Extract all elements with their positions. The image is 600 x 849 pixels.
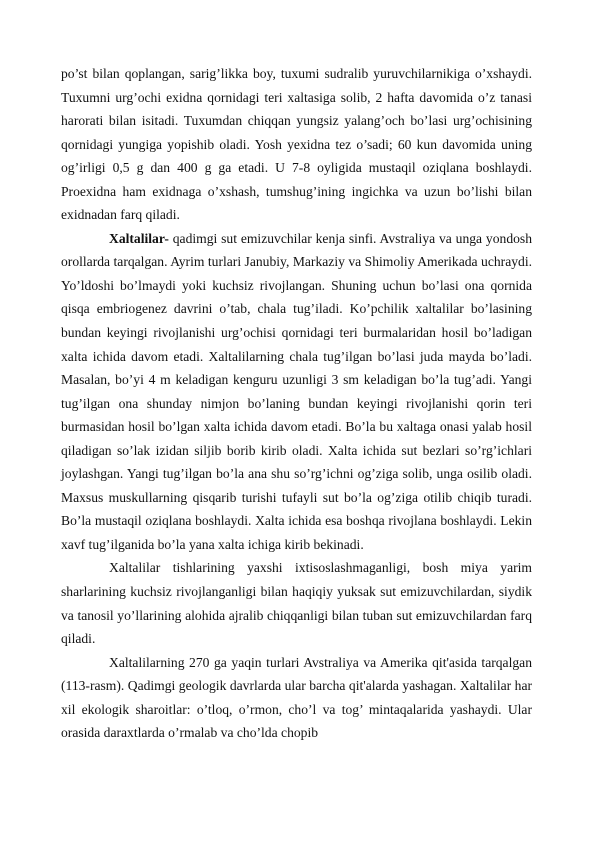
document-page <box>61 62 532 745</box>
term-heading: Xaltalilar- <box>109 230 169 246</box>
paragraph-marsupials-intro <box>61 227 532 557</box>
paragraph-marsupials-distribution: Xaltalilarning 270 ga yaqin turlari Avstraliya va Amerika qit'asida tarqalgan (113-rasm). Qadimgi geologik davrlarda ular barcha qit'alarda yashagan. Xaltalilar har xil ekologik sharoitlar: o’tloq, o’rmon, cho’l va tog’ mintaqalarida yashaydi. Ular orasida daraxtlarda o’rmalab va cho’lda chopib <box>61 654 532 741</box>
paragraph-echidna-continued: po’st bilan qoplangan, sarig’likka boy, tuxumi sudralib yuruvchilarnikiga o’xshaydi. Tuxumni urg’ochi exidna qornidagi teri xaltasiga solib, 2 hafta davomida o’z tanasi harorati bilan isitadi. Tuxumdan chiqqan yungsiz yalang’och bo’lasi urg’ochisining qornidagi yungiga yopishib oladi. Yosh yexidna tez o’sadi; 60 kun davomida uning og’irligi 0,5 g dan 400 g ga etadi. U 7-8 oyligida mustaqil oziqlana boshlaydi. Proexidna ham exidnaga o’xshash, tumshug’ining ingichka va uzun bo’lishi bilan exidnadan farq qiladi. <box>61 66 532 223</box>
paragraph-marsupials-intro-text: qadimgi sut emizuvchilar kenja sinfi. Avstraliya va unga yondosh orollarda tarqalgan. Ayrim turlari Janubiy, Markaziy va Shimoliy Amerikada uchraydi. Yo’ldoshi bo’lmaydi yoki kuchsiz rivojlangan. Shuning uchun bo’lasi ona qornida qisqa embriogenez davrini o’tab, chala tug’iladi. Ko’pchilik xaltalilar bo’lasining bundan keyingi rivojlanishi urg’ochisi qornidagi teri burmalaridan hosil bo’ladigan xalta ichida davom etadi. Xaltalilarning chala tug’ilgan bo’lasi juda mayda bo’ladi. Masalan, bo’yi 4 m keladigan kenguru uzunligi 3 sm keladigan bo’la tug’adi. Yangi tug’ilgan ona shunday nimjon bo’laning bundan keyingi rivojlanishi qorin teri burmasidan hosil bo’lgan xalta ichida davom etadi. Bo’la bu xaltaga onasi yalab hosil qiladigan so’lak izidan siljib borib kirib oladi. Xalta ichida sut bezlari so’rg’ichlari joylashgan. Yangi tug’ilgan bo’la ana shu so’rg’ichni og’ziga solib, unga osilib oladi. Maxsus muskullarning qisqarib turishi tufayli sut bo’la og’ziga otilib chiqib turadi. Bo’la mustaqil oziqlana boshlaydi. Xalta ichida esa boshqa rivojlana boshlaydi. Lekin xavf tug’ilganida bo’la yana xalta ichiga kirib bekinadi. <box>61 230 532 552</box>
paragraph-marsupials-differences: Xaltalilar tishlarining yaxshi ixtisoslashmaganligi, bosh miya yarim sharlarining kuchsiz rivojlanganligi bilan haqiqiy yuksak sut emizuvchilardan, siydik va tanosil yo’llarining alohida ajralib chiqqanligi bilan tuban sut emizuvchilardan farq qiladi. <box>61 560 532 647</box>
